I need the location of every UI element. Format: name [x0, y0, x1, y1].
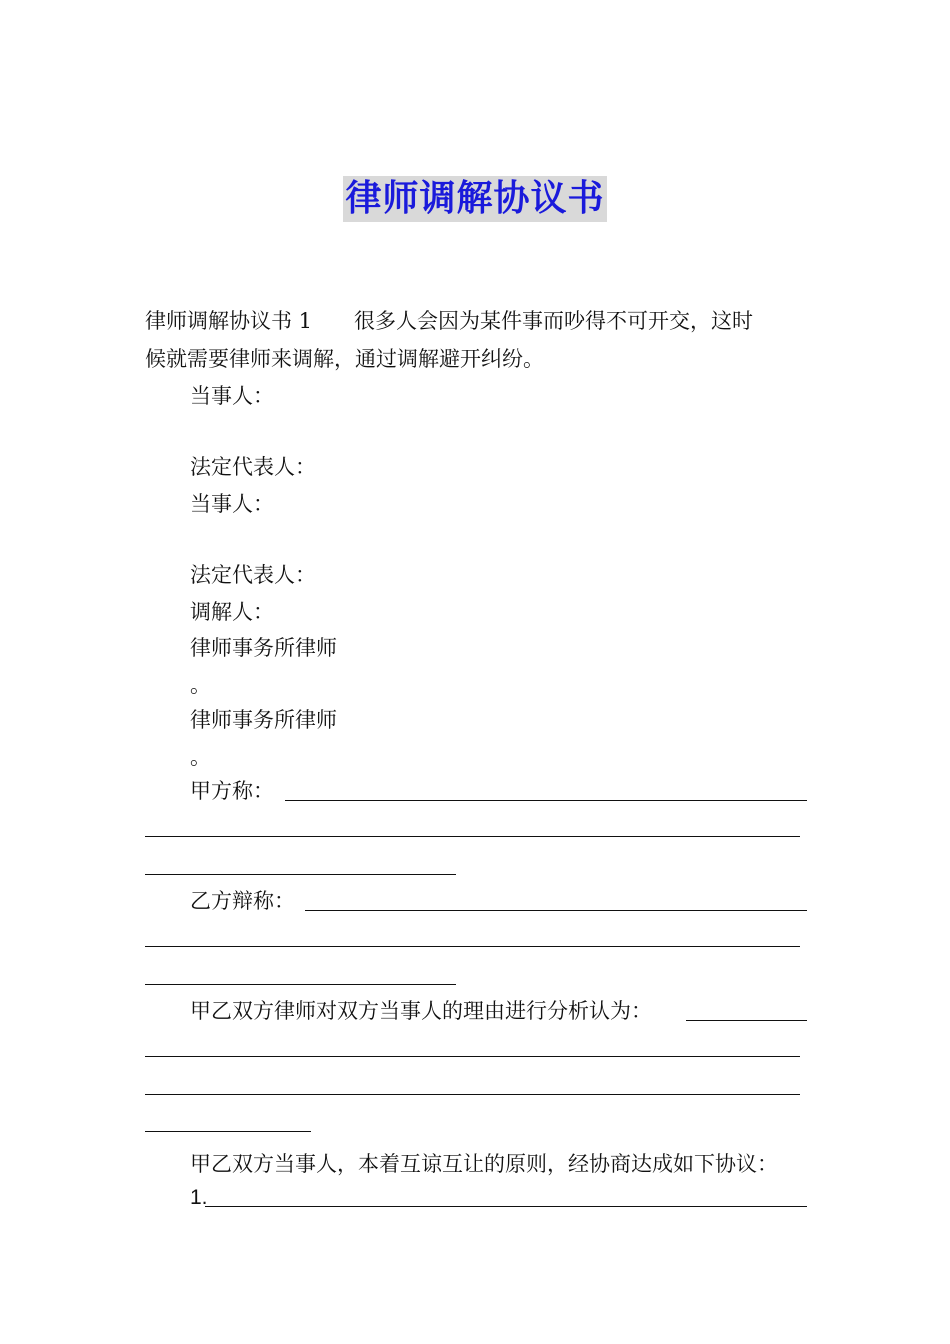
analysis-blank-1[interactable] [686, 1020, 807, 1021]
party-a-claim-blank-2[interactable] [145, 836, 800, 837]
party1-label: 当事人： [190, 384, 274, 408]
item1-number: 1. [190, 1186, 208, 1209]
party-b-defense-blank-2[interactable] [145, 946, 800, 947]
party-a-claim-label: 甲方称： [190, 779, 274, 803]
lawyer1-label: 律师事务所律师 [190, 636, 337, 660]
title-container [0, 176, 950, 222]
intro-sentence-part2: 候就需要律师来调解，通过调解避开纠纷。 [145, 347, 544, 371]
agreement-intro: 甲乙双方当事人，本着互谅互让的原则，经协商达成如下协议： [190, 1152, 778, 1176]
lawyer1-end: 。 [190, 673, 211, 697]
document-title: 律师调解协议书 [343, 176, 606, 222]
item1-blank[interactable] [205, 1206, 807, 1207]
intro-line-2 [145, 344, 544, 374]
party-a-claim-blank-1[interactable] [285, 800, 807, 801]
analysis-blank-4[interactable] [145, 1131, 311, 1132]
analysis-blank-3[interactable] [145, 1094, 800, 1095]
party1-rep-label: 法定代表人： [190, 455, 316, 479]
party2-rep-label: 法定代表人： [190, 563, 316, 587]
analysis-label: 甲乙双方律师对双方当事人的理由进行分析认为： [190, 999, 652, 1023]
party2-label: 当事人： [190, 492, 274, 516]
mediator-label: 调解人： [190, 600, 274, 624]
party-b-defense-blank-1[interactable] [305, 910, 807, 911]
party-a-claim-blank-3[interactable] [145, 874, 456, 875]
party-b-defense-label: 乙方辩称： [190, 889, 295, 913]
analysis-blank-2[interactable] [145, 1056, 800, 1057]
intro-sentence-part1: 很多人会因为某件事而吵得不可开交，这时 [354, 309, 754, 333]
lawyer2-label: 律师事务所律师 [190, 708, 337, 732]
intro-line-1 [145, 306, 753, 336]
intro-heading: 律师调解协议书 1 [145, 309, 313, 333]
lawyer2-end: 。 [190, 745, 211, 769]
party-b-defense-blank-3[interactable] [145, 984, 456, 985]
